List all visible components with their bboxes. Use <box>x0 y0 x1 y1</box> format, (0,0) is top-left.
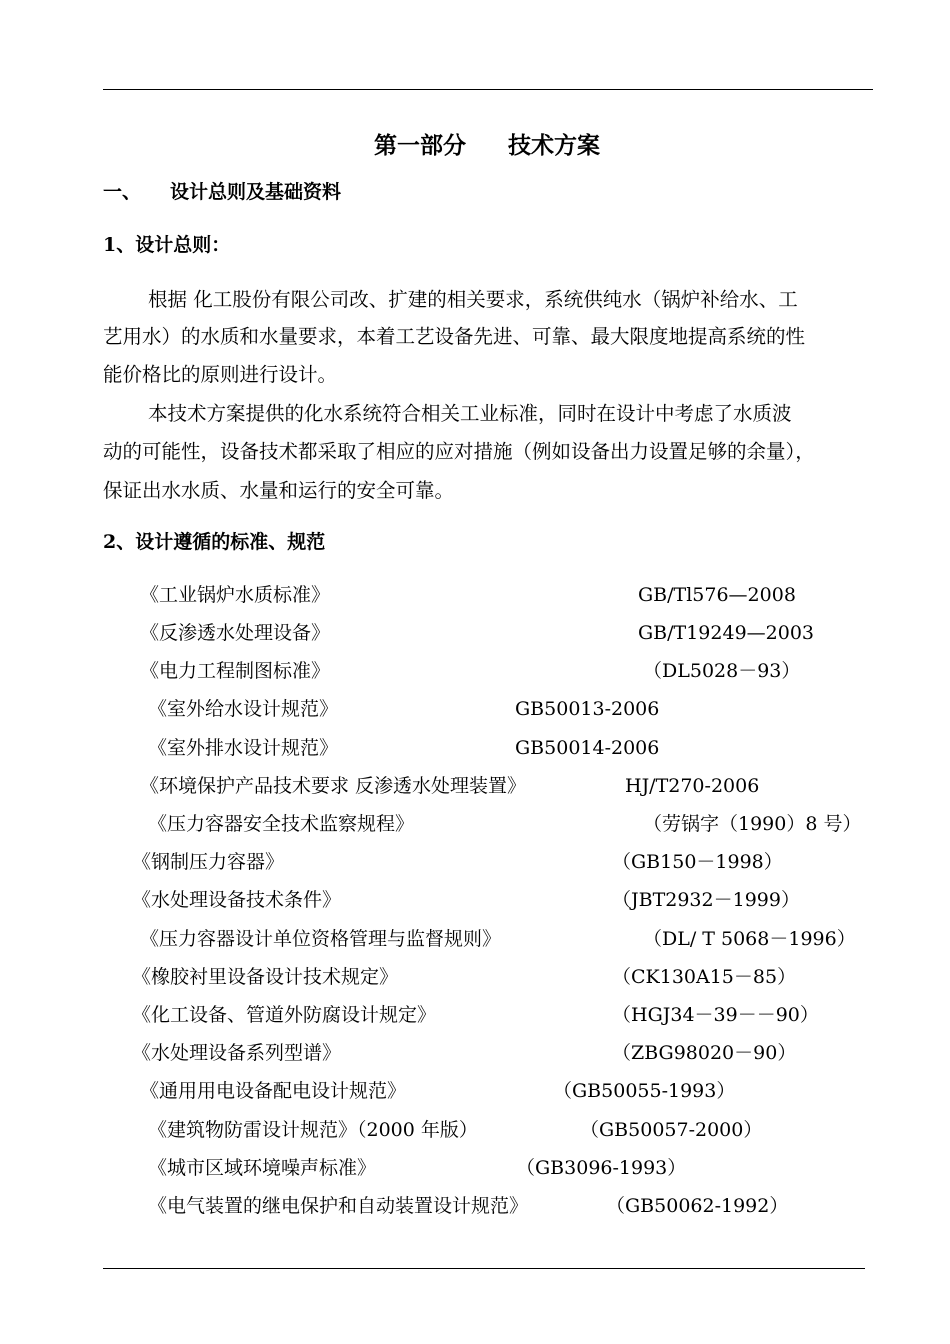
standard-name: 《电力工程制图标准》 <box>140 660 331 682</box>
paragraph-line: 艺用水）的水质和水量要求，本着工艺设备先进、可靠、最大限度地提高系统的性 <box>103 325 806 348</box>
standard-name: 《反渗透水处理设备》 <box>140 622 331 644</box>
standard-name: 《化工设备、管道外防腐设计规定》 <box>132 1004 437 1026</box>
standard-code: （ZBG98020－90） <box>612 1042 797 1064</box>
standard-code: （GB50057-2000） <box>580 1119 763 1141</box>
standard-name: 《环境保护产品技术要求 反渗透水处理装置》 <box>140 775 527 797</box>
standard-code: （HGJ34－39－－90） <box>612 1004 819 1026</box>
standard-name: 《室外给水设计规范》 <box>148 698 339 720</box>
standard-name: 《压力容器设计单位资格管理与监督规则》 <box>140 928 502 950</box>
standard-code: （GB3096-1993） <box>516 1157 687 1179</box>
standard-code: （DL/ T 5068－1996） <box>643 928 856 950</box>
standard-name: 《工业锅炉水质标准》 <box>140 584 331 606</box>
paragraph-line: 能价格比的原则进行设计。 <box>103 363 338 386</box>
paragraph-line: 动的可能性，设备技术都采取了相应的应对措施（例如设备出力设置足够的余量）， <box>103 440 815 463</box>
header-rule <box>103 89 873 90</box>
subsection-heading-standards: 2、设计遵循的标准、规范 <box>103 531 326 553</box>
footer-rule <box>103 1268 865 1269</box>
standard-code: HJ/T270-2006 <box>625 775 760 797</box>
section-heading: 设计总则及基础资料 <box>170 181 342 203</box>
standard-code: GB/Tl576—2008 <box>638 584 796 606</box>
standard-name: 《橡胶衬里设备设计技术规定》 <box>132 966 399 988</box>
section-number: 一、 <box>103 181 142 203</box>
standard-name: 《建筑物防雷设计规范》（2000 年版） <box>148 1119 478 1141</box>
standard-code: （GB50055-1993） <box>553 1080 736 1102</box>
standard-name: 《压力容器安全技术监察规程》 <box>148 813 415 835</box>
standard-code: （GB50062-1992） <box>606 1195 789 1217</box>
paragraph-line: 本技术方案提供的化水系统符合相关工业标准，同时在设计中考虑了水质波 <box>148 402 792 425</box>
standard-code: （JBT2932－1999） <box>612 889 800 911</box>
standard-code: （GB150－1998） <box>612 851 783 873</box>
standard-name: 《钢制压力容器》 <box>132 851 285 873</box>
subsection-heading-design-principles: 1、设计总则： <box>103 234 231 256</box>
standard-name: 《水处理设备技术条件》 <box>132 889 342 911</box>
standard-code: GB50014-2006 <box>515 737 660 759</box>
standard-name: 《水处理设备系列型谱》 <box>132 1042 342 1064</box>
standard-code: （DL5028－93） <box>643 660 801 682</box>
standard-name: 《通用用电设备配电设计规范》 <box>140 1080 407 1102</box>
page-title-part: 第一部分 <box>374 132 466 159</box>
standard-code: （劳锅字（1990）8 号） <box>643 813 862 835</box>
standard-code: GB/T19249—2003 <box>638 622 815 644</box>
paragraph-line: 根据 化工股份有限公司改、扩建的相关要求，系统供纯水（锅炉补给水、工 <box>148 288 798 311</box>
paragraph-line: 保证出水水质、水量和运行的安全可靠。 <box>103 479 455 502</box>
standard-name: 《电气装置的继电保护和自动装置设计规范》 <box>148 1195 529 1217</box>
standard-name: 《城市区域环境噪声标准》 <box>148 1157 377 1179</box>
standard-code: GB50013-2006 <box>515 698 660 720</box>
standard-name: 《室外排水设计规范》 <box>148 737 339 759</box>
page-title-name: 技术方案 <box>508 132 600 159</box>
standard-code: （CK130A15－85） <box>612 966 797 988</box>
